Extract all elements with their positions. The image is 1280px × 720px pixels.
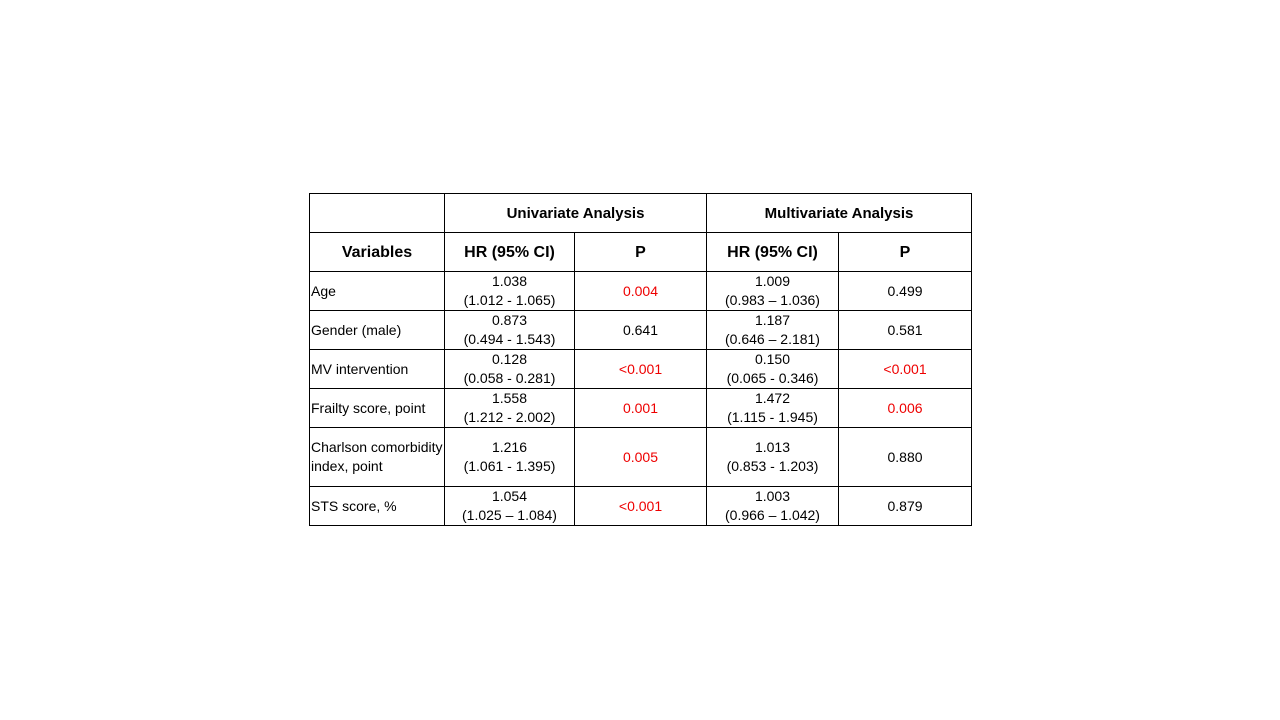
uni-hr-cell bbox=[445, 272, 575, 311]
hr-value: 1.187 bbox=[754, 312, 791, 328]
ci-value: (1.012 - 1.065) bbox=[463, 292, 556, 308]
variable-cell: Frailty score, point bbox=[310, 389, 445, 428]
group-header-univariate: Univariate Analysis bbox=[445, 194, 707, 233]
table-body bbox=[310, 272, 972, 526]
results-table bbox=[309, 193, 972, 526]
hr-value: 0.128 bbox=[491, 351, 528, 367]
variable-cell: Gender (male) bbox=[310, 311, 445, 350]
table-row bbox=[310, 272, 972, 311]
uni-p-cell: <0.001 bbox=[575, 350, 707, 389]
uni-p-cell: 0.001 bbox=[575, 389, 707, 428]
column-header-multi-p: P bbox=[839, 233, 972, 272]
group-header-multivariate: Multivariate Analysis bbox=[707, 194, 972, 233]
table-row bbox=[310, 428, 972, 487]
column-header-multi-hr: HR (95% CI) bbox=[707, 233, 839, 272]
ci-value: (0.983 – 1.036) bbox=[725, 292, 820, 308]
hr-value: 1.013 bbox=[754, 439, 791, 455]
column-header-row bbox=[310, 233, 972, 272]
hr-value: 1.009 bbox=[754, 273, 791, 289]
group-header-row bbox=[310, 194, 972, 233]
ci-value: (0.966 – 1.042) bbox=[725, 507, 820, 523]
multi-p-cell: 0.499 bbox=[839, 272, 972, 311]
uni-hr-cell bbox=[445, 428, 575, 487]
multi-hr-cell bbox=[707, 350, 839, 389]
hr-value: 1.216 bbox=[491, 439, 528, 455]
uni-p-cell: 0.005 bbox=[575, 428, 707, 487]
ci-value: (1.115 - 1.945) bbox=[727, 409, 818, 425]
table-header bbox=[310, 194, 972, 272]
hr-value: 1.472 bbox=[754, 390, 791, 406]
multi-hr-cell bbox=[707, 272, 839, 311]
column-header-variables: Variables bbox=[310, 233, 445, 272]
variable-cell: Age bbox=[310, 272, 445, 311]
multi-hr-cell bbox=[707, 311, 839, 350]
variable-cell: MV intervention bbox=[310, 350, 445, 389]
ci-value: (0.065 - 0.346) bbox=[726, 370, 819, 386]
uni-p-cell: <0.001 bbox=[575, 487, 707, 526]
multi-hr-cell bbox=[707, 389, 839, 428]
uni-p-cell: 0.004 bbox=[575, 272, 707, 311]
hr-value: 1.054 bbox=[491, 488, 528, 504]
variable-cell: Charlson comorbidity index, point bbox=[310, 428, 445, 487]
ci-value: (1.212 - 2.002) bbox=[463, 409, 556, 425]
ci-value: (1.061 - 1.395) bbox=[463, 458, 556, 474]
uni-p-cell: 0.641 bbox=[575, 311, 707, 350]
ci-value: (0.853 - 1.203) bbox=[726, 458, 819, 474]
uni-hr-cell bbox=[445, 487, 575, 526]
hr-value: 0.873 bbox=[491, 312, 528, 328]
empty-corner-cell bbox=[310, 194, 445, 233]
hr-value: 0.150 bbox=[754, 351, 791, 367]
table-row bbox=[310, 487, 972, 526]
hr-value: 1.038 bbox=[491, 273, 528, 289]
ci-value: (0.494 - 1.543) bbox=[463, 331, 556, 347]
column-header-uni-hr: HR (95% CI) bbox=[445, 233, 575, 272]
multi-p-cell: 0.879 bbox=[839, 487, 972, 526]
ci-value: (1.025 – 1.084) bbox=[462, 507, 557, 523]
table-row bbox=[310, 350, 972, 389]
variable-cell: STS score, % bbox=[310, 487, 445, 526]
ci-value: (0.646 – 2.181) bbox=[725, 331, 820, 347]
multi-hr-cell bbox=[707, 428, 839, 487]
table-row bbox=[310, 311, 972, 350]
multi-p-cell: 0.880 bbox=[839, 428, 972, 487]
uni-hr-cell bbox=[445, 389, 575, 428]
hr-value: 1.003 bbox=[754, 488, 791, 504]
multi-p-cell: <0.001 bbox=[839, 350, 972, 389]
hr-value: 1.558 bbox=[491, 390, 528, 406]
table-row bbox=[310, 389, 972, 428]
uni-hr-cell bbox=[445, 311, 575, 350]
column-header-uni-p: P bbox=[575, 233, 707, 272]
multi-p-cell: 0.581 bbox=[839, 311, 972, 350]
uni-hr-cell bbox=[445, 350, 575, 389]
ci-value: (0.058 - 0.281) bbox=[463, 370, 556, 386]
multi-p-cell: 0.006 bbox=[839, 389, 972, 428]
multi-hr-cell bbox=[707, 487, 839, 526]
